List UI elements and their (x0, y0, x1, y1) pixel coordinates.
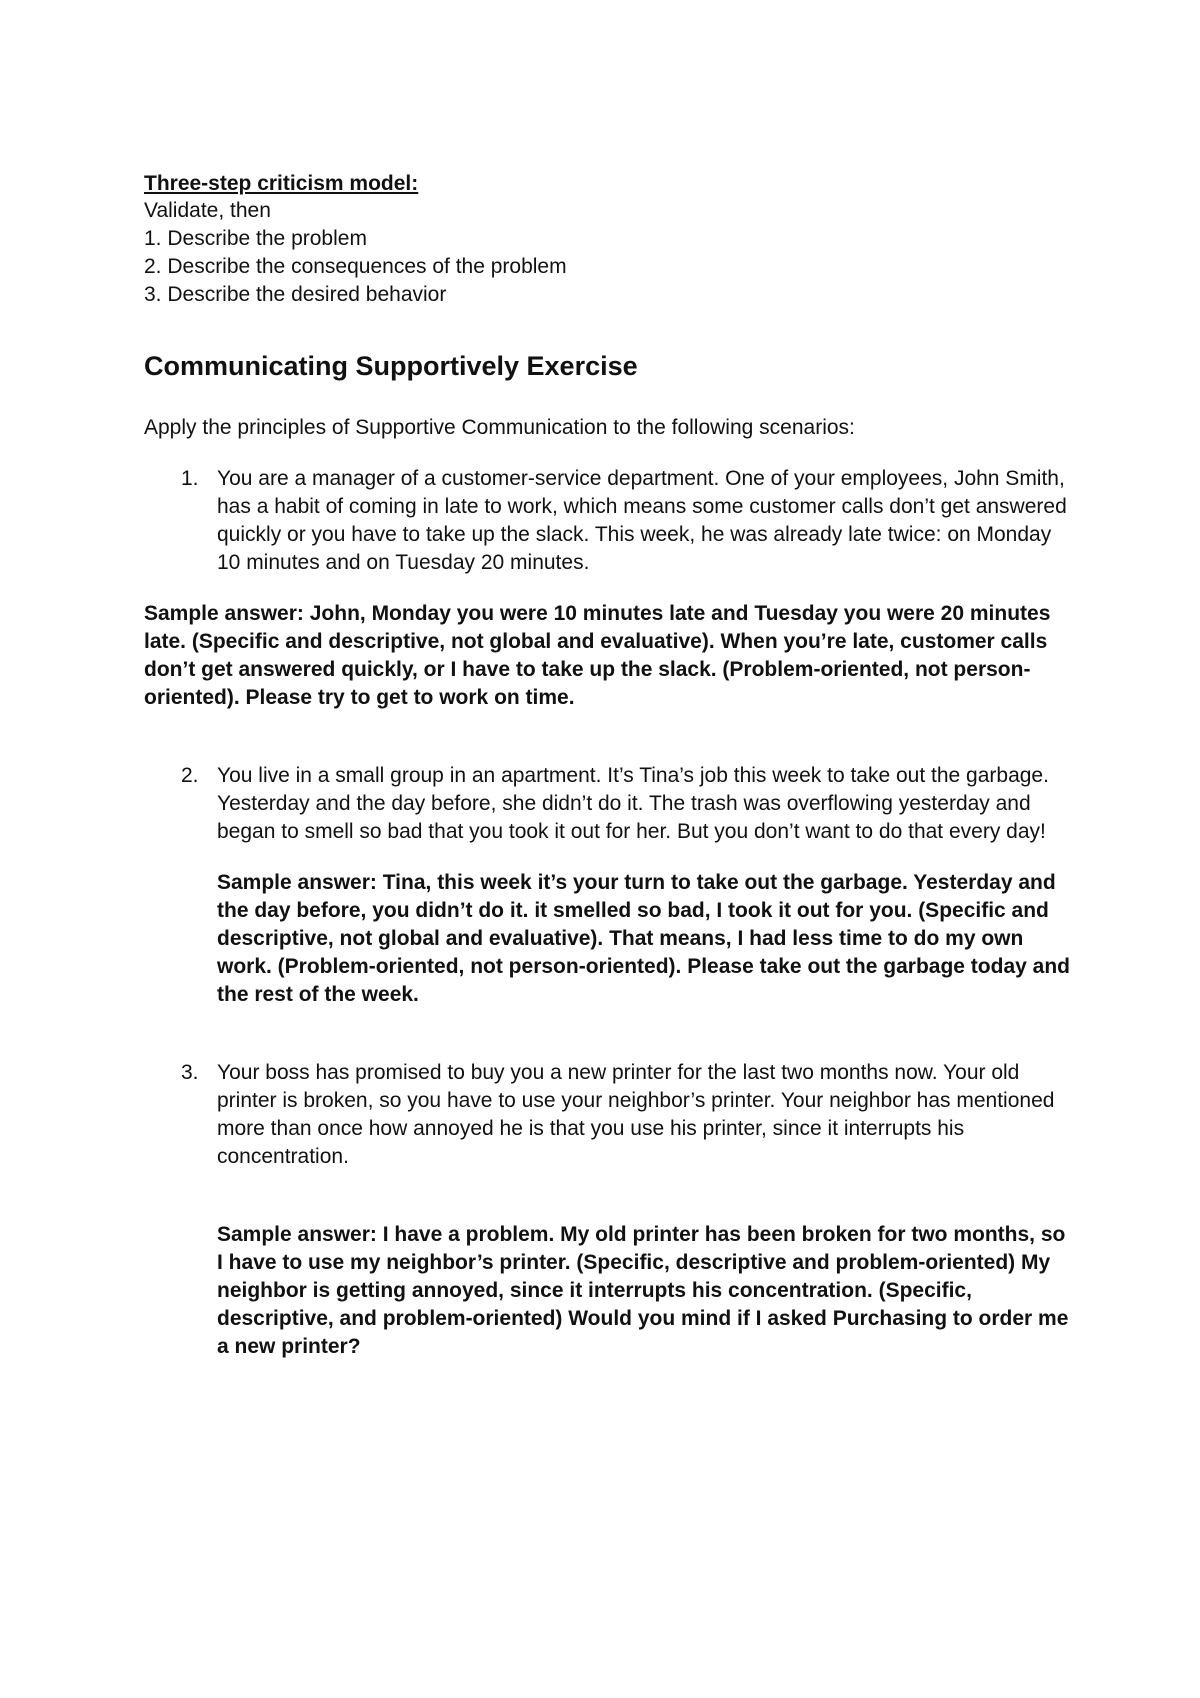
sample-answer-1: Sample answer: John, Monday you were 10 minutes late and Tuesday you were 20 minutes late. (Specific and descriptive, not global and evaluative). When you’re late, customer calls don’t get answered quickly, or I have to take up the slack. (Problem-oriented, not person-oriented). Please try to get to work on time. (144, 602, 1051, 709)
document-content (144, 170, 1074, 1361)
scenario-number: 2. (181, 764, 199, 787)
exercise-title: Communicating Supportively Exercise (144, 351, 638, 381)
model-line-validate: Validate, then (144, 199, 271, 222)
scenario-1 (144, 465, 1074, 577)
scenario-3 (144, 1059, 1074, 1171)
model-line-step-3: 3. Describe the desired behavior (144, 283, 447, 306)
scenario-2 (144, 762, 1074, 846)
model-title: Three-step criticism model: (144, 172, 419, 195)
sample-answer-3: Sample answer: I have a problem. My old printer has been broken for two months, so I have to use my neighbor’s printer. (Specific, descriptive and problem-oriented) My neighbor is getting annoyed, since it interrupts his concentration. (Specific, descriptive, and problem-oriented) Would you mind if I asked Purchasing to order me a new printer? (217, 1223, 1069, 1358)
scenario-number: 1. (181, 467, 199, 490)
exercise-intro: Apply the principles of Supportive Communication to the following scenarios: (144, 416, 855, 439)
scenario-number: 3. (181, 1061, 199, 1084)
model-line-step-1: 1. Describe the problem (144, 227, 367, 250)
scenario-text: You are a manager of a customer-service department. One of your employees, John Smith, has a habit of coming in late to work, which means some customer calls don’t get answered quickly or you have to take up the slack. This week, he was already late twice: on Monday 10 minutes and on Tuesday 20 minutes. (217, 467, 1067, 574)
scenario-text: You live in a small group in an apartment. It’s Tina’s job this week to take out the garbage. Yesterday and the day before, she didn’t do it. The trash was overflowing yesterday and began to smell so bad that you took it out for her. But you don’t want to do that every day! (217, 764, 1049, 843)
sample-answer-2: Sample answer: Tina, this week it’s your turn to take out the garbage. Yesterday and the day before, you didn’t do it. it smelled so bad, I took it out for you. (Specific and descriptive, not global and evaluative). That means, I had less time to do my own work. (Problem-oriented, not person-oriented). Please take out the garbage today and the rest of the week. (217, 871, 1070, 1006)
scenario-text: Your boss has promised to buy you a new printer for the last two months now. Your old printer is broken, so you have to use your neighbor’s printer. Your neighbor has mentioned more than once how annoyed he is that you use his printer, since it interrupts his concentration. (217, 1061, 1055, 1168)
model-line-step-2: 2. Describe the consequences of the problem (144, 255, 567, 278)
